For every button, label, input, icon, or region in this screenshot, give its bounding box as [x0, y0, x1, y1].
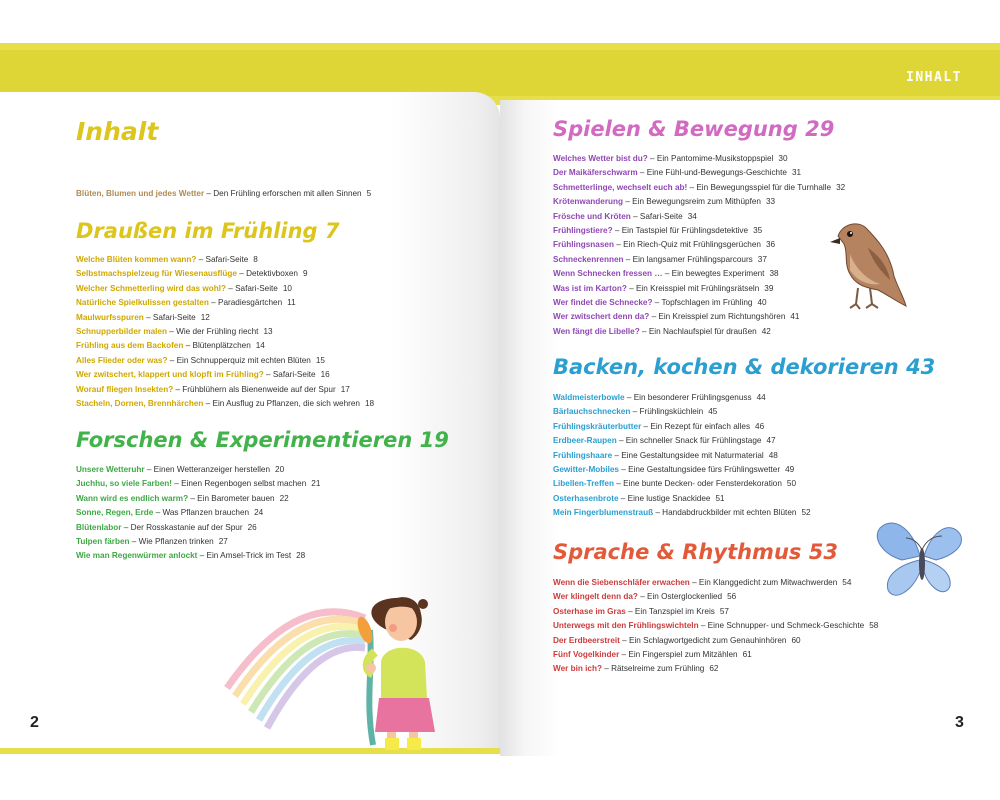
header-label: INHALT	[906, 70, 962, 85]
toc-entry[interactable]	[76, 296, 374, 310]
toc-list-backen	[553, 391, 811, 521]
rainbow-spray	[227, 612, 365, 728]
toc-entry[interactable]	[553, 619, 878, 633]
entry-page: 12	[200, 312, 210, 322]
entry-title: Maulwurfsspuren	[76, 312, 144, 322]
entry-title: Wenn die Siebenschläfer erwachen	[553, 578, 690, 587]
entry-title: Unterwegs mit den Frühlingswichteln	[553, 621, 699, 631]
entry-page: 32	[836, 182, 846, 192]
entry-description: – Ein Kreisspiel mit Frühlingsrätseln	[626, 283, 760, 293]
entry-title: Juchhu, so viele Farben!	[76, 479, 172, 489]
entry-page: 34	[687, 211, 697, 221]
entry-page: 44	[756, 393, 766, 402]
girl-shirt	[381, 648, 427, 698]
page-number-right: 3	[955, 714, 964, 731]
entry-page: 8	[253, 255, 258, 264]
entry-page: 21	[311, 479, 321, 489]
toc-list-sprache	[553, 576, 878, 677]
entry-page: 20	[275, 465, 285, 474]
entry-description: – Den Frühling erforschen mit allen Sinnen	[204, 189, 362, 198]
entry-title: Waldmeisterbowle	[553, 393, 625, 402]
entry-title: Schmetterlinge, wechselt euch ab!	[553, 182, 688, 192]
entry-description: – Ein Klanggedicht zum Mitwachwerden	[689, 578, 838, 587]
entry-title: Was ist im Karton?	[553, 283, 627, 293]
entry-description: – Ein langsamer Frühlingsparcours	[623, 254, 753, 264]
toc-entry[interactable]	[76, 492, 320, 506]
entry-description: – Blütenplätzchen	[183, 341, 251, 351]
entry-description: – Rätselreime zum Frühling	[601, 664, 705, 674]
entry-description: – Detektivboxen	[237, 269, 298, 279]
entry-title: Bärlauchschnecken	[553, 407, 631, 417]
toc-entry[interactable]	[76, 325, 374, 339]
entry-description: – Ein Nachlaufspiel für draußen	[639, 326, 757, 336]
toc-entry[interactable]	[76, 253, 374, 267]
entry-page: 57	[719, 606, 729, 616]
entry-page: 22	[279, 493, 289, 503]
toc-entry[interactable]	[76, 354, 374, 368]
toc-entry[interactable]	[76, 521, 320, 535]
toc-entry[interactable]	[553, 648, 878, 662]
entry-page: 54	[842, 578, 852, 587]
entry-description: – Safari-Seite	[630, 211, 683, 221]
entry-description: – Ein bewegtes Experiment	[662, 269, 765, 279]
entry-description: – Ein Ausflug zu Pflanzen, die sich wehren	[203, 398, 360, 408]
toc-entry[interactable]	[553, 605, 878, 619]
entry-page: 40	[757, 297, 767, 307]
entry-title: Wer findet die Schnecke?	[553, 297, 653, 307]
entry-description: – Frühblühern als Bienenweide auf der Spur	[173, 384, 336, 394]
entry-page: 11	[287, 298, 296, 308]
entry-title: Natürliche Spielkulissen gestalten	[76, 298, 209, 308]
entry-title: Der Erdbeerstreit	[553, 635, 620, 645]
entry-description: – Safari-Seite	[263, 370, 316, 380]
entry-description: – Ein Riech-Quiz mit Frühlingsgerüchen	[613, 240, 761, 250]
entry-title: Blüten, Blumen und jedes Wetter	[76, 189, 205, 198]
toc-entry[interactable]	[76, 549, 320, 563]
entry-title: Der Maikäferschwarm	[553, 168, 638, 178]
entry-description: – Safari-Seite	[225, 283, 278, 293]
entry-description: – Ein Amsel-Trick im Test	[197, 551, 292, 561]
entry-page: 14	[255, 341, 265, 351]
entry-title: Wer zwitschert denn da?	[553, 312, 650, 322]
entry-title: Wen fängt die Libelle?	[553, 326, 640, 336]
entry-page: 62	[709, 664, 719, 674]
entry-title: Frühlingskräuterbutter	[553, 421, 642, 431]
toc-entry[interactable]	[76, 267, 374, 281]
entry-description: – Ein Bewegungsspiel für die Turnhalle	[687, 182, 832, 192]
toc-entry[interactable]	[553, 296, 845, 310]
entry-page: 45	[708, 407, 718, 417]
entry-description: – Einen Wetteranzeiger herstellen	[144, 465, 271, 474]
toc-list-spielen	[553, 152, 845, 339]
entry-description: – Einen Regenbogen selbst machen	[172, 479, 307, 489]
entry-title: Osterhasenbrote	[553, 493, 619, 503]
entry-page: 16	[320, 370, 330, 380]
section-title-backen: Backen, kochen & dekorieren 43	[553, 355, 936, 379]
entry-title: Wann wird es endlich warm?	[76, 493, 189, 503]
entry-title: Sonne, Regen, Erde	[76, 508, 154, 518]
entry-title: Fünf Vogelkinder	[553, 649, 620, 659]
toc-entry[interactable]	[76, 187, 371, 201]
toc-entry[interactable]	[76, 282, 374, 296]
garden-hose	[369, 630, 373, 745]
entry-page: 31	[791, 168, 802, 178]
entry-title: Welches Wetter bist du?	[553, 154, 648, 163]
entry-description: – Ein Tanzspiel im Kreis	[625, 606, 715, 616]
entry-page: 5	[366, 189, 372, 198]
entry-title: Frühling aus dem Backofen	[76, 341, 184, 351]
entry-title: Krötenwanderung	[553, 197, 624, 207]
toc-entry[interactable]	[76, 311, 374, 325]
entry-page: 41	[790, 312, 800, 322]
entry-title: Worauf fliegen Insekten?	[76, 384, 174, 394]
entry-title: Blütenlabor	[76, 522, 122, 532]
entry-description: – Eine bunte Decken- oder Fensterdekoration	[613, 479, 782, 489]
bird-illustration	[828, 214, 908, 314]
entry-title: Frühlingsnasen	[553, 240, 614, 250]
toc-entry[interactable]	[76, 506, 320, 520]
toc-entry[interactable]	[76, 339, 374, 353]
toc-entry[interactable]	[76, 477, 320, 491]
entry-page: 50	[786, 479, 797, 489]
entry-description: – Ein Pantomime-Musikstoppspiel	[647, 154, 774, 163]
entry-page: 56	[727, 592, 737, 602]
entry-description: – Ein Rezept für einfach alles	[641, 421, 751, 431]
entry-page: 39	[764, 283, 774, 293]
entry-page: 9	[303, 269, 308, 279]
toc-entry[interactable]	[553, 152, 845, 166]
entry-description: – Ein Schlagwortgedicht zum Genauhinhören	[619, 635, 787, 645]
entry-page: 10	[282, 283, 292, 293]
toc-list-forschen	[76, 463, 320, 564]
entry-title: Gewitter-Mobiles	[553, 464, 619, 474]
entry-page: 24	[254, 508, 264, 518]
entry-title: Unsere Wetteruhr	[76, 465, 145, 474]
entry-description: – Ein Bewegungsreim zum Mithüpfen	[623, 197, 761, 207]
section-title-sprache: Sprache & Rhythmus 53	[553, 540, 838, 564]
toc-entry[interactable]	[553, 166, 845, 180]
entry-description: – Eine Fühl-und-Bewegungs-Geschichte	[637, 168, 787, 178]
toc-entry[interactable]	[553, 477, 811, 491]
toc-entry[interactable]	[553, 590, 878, 604]
entry-description: – Frühlingsküchlein	[630, 407, 704, 417]
entry-description: – Ein Tastspiel für Frühlingsdetektive	[612, 225, 749, 235]
entry-page: 46	[755, 421, 765, 431]
entry-description: – Paradiesgärtchen	[208, 298, 283, 308]
entry-page: 17	[340, 384, 350, 394]
entry-page: 61	[742, 649, 752, 659]
toc-entry[interactable]	[553, 634, 878, 648]
entry-description: – Wie Pflanzen trinken	[129, 536, 214, 546]
entry-page: 28	[296, 551, 306, 561]
entry-page: 58	[869, 621, 879, 631]
entry-description: – Topfschlagen im Frühling	[652, 297, 753, 307]
page-title: Inhalt	[76, 117, 159, 146]
girl-face	[385, 603, 417, 641]
entry-title: Frösche und Kröten	[553, 211, 631, 221]
entry-title: Selbstmachspielzeug für Wiesenausflüge	[76, 269, 237, 279]
toc-entry[interactable]	[553, 253, 845, 267]
toc-entry[interactable]	[553, 662, 878, 676]
entry-page: 49	[785, 464, 795, 474]
entry-description: – Eine lustige Snackidee	[618, 493, 711, 503]
entry-page: 30	[778, 154, 788, 163]
toc-entry[interactable]	[553, 405, 811, 419]
entry-description: – Wie der Frühling riecht	[167, 326, 259, 336]
toc-entry[interactable]	[553, 238, 845, 252]
entry-description: – Safari-Seite	[196, 255, 249, 264]
girl-skirt	[375, 698, 435, 732]
entry-title: Frühlingstiere?	[553, 225, 613, 235]
entry-title: Schnupperbilder malen	[76, 326, 167, 336]
entry-page: 18	[364, 398, 375, 408]
entry-page: 27	[218, 536, 228, 546]
entry-title: Stacheln, Dornen, Brennhärchen	[76, 398, 204, 408]
entry-title: Wie man Regenwürmer anlockt	[76, 551, 198, 561]
toc-entry[interactable]	[553, 449, 811, 463]
entry-title: Wer bin ich?	[553, 664, 602, 674]
entry-title: Erdbeer-Raupen	[553, 436, 617, 446]
entry-page: 47	[766, 436, 776, 446]
toc-entry[interactable]	[553, 310, 845, 324]
toc-entry[interactable]	[553, 420, 811, 434]
entry-page: 15	[315, 355, 325, 365]
toc-entry[interactable]	[76, 383, 374, 397]
entry-description: – Handabdruckbilder mit echten Blüten	[653, 508, 797, 518]
entry-page: 36	[765, 240, 776, 250]
entry-page: 42	[761, 326, 771, 336]
entry-description: – Ein besonderer Frühlingsgenuss	[624, 393, 752, 402]
toc-entry[interactable]	[553, 195, 845, 209]
entry-title: Schneckenrennen	[553, 254, 624, 264]
entry-page: 37	[757, 254, 767, 264]
top-color-band-stripe	[0, 50, 1000, 96]
entry-title: Libellen-Treffen	[553, 479, 614, 489]
toc-entry[interactable]	[553, 492, 811, 506]
entry-description: – Ein Barometer bauen	[188, 493, 275, 503]
entry-page: 60	[791, 635, 801, 645]
entry-description: – Eine Gestaltungsidee fürs Frühlingswetter	[618, 464, 781, 474]
toc-entry[interactable]	[553, 434, 811, 448]
rainbow-girl-illustration	[215, 570, 445, 750]
section-title-forschen: Forschen & Experimentieren 19	[76, 428, 449, 452]
toc-entry[interactable]	[553, 181, 845, 195]
toc-entry[interactable]	[553, 282, 845, 296]
intro-entry	[76, 187, 371, 201]
toc-entry[interactable]	[553, 267, 845, 281]
toc-entry[interactable]	[553, 576, 878, 590]
toc-entry[interactable]	[553, 463, 811, 477]
entry-title: Wenn Schnecken fressen …	[553, 269, 663, 279]
page-number-left: 2	[30, 714, 39, 731]
entry-page: 38	[769, 269, 779, 279]
entry-description: – Eine Schnupper- und Schmeck-Geschichte	[698, 621, 865, 631]
butterfly-illustration	[872, 516, 972, 606]
toc-entry[interactable]	[76, 535, 320, 549]
toc-entry[interactable]	[553, 224, 845, 238]
entry-description: – Was Pflanzen brauchen	[153, 508, 250, 518]
entry-page: 52	[801, 508, 811, 518]
entry-title: Alles Flieder oder was?	[76, 355, 168, 365]
toc-entry[interactable]	[553, 506, 811, 520]
entry-description: – Der Rosskastanie auf der Spur	[121, 522, 243, 532]
toc-entry[interactable]	[76, 463, 320, 477]
entry-title: Welche Blüten kommen wann?	[76, 255, 197, 264]
toc-entry[interactable]	[553, 391, 811, 405]
section-title-spielen: Spielen & Bewegung 29	[553, 117, 835, 141]
entry-description: – Ein Schnupperquiz mit echten Blüten	[167, 355, 311, 365]
entry-title: Mein Fingerblumenstrauß	[553, 508, 654, 518]
entry-description: – Ein schneller Snack für Frühlingstage	[616, 436, 762, 446]
entry-page: 33	[765, 197, 776, 207]
entry-title: Frühlingshaare	[553, 450, 613, 460]
entry-page: 48	[768, 450, 778, 460]
toc-entry[interactable]	[76, 368, 374, 382]
entry-title: Wer klingelt denn da?	[553, 592, 638, 602]
entry-page: 51	[715, 493, 725, 503]
entry-description: – Ein Osterglockenlied	[637, 592, 723, 602]
entry-description: – Safari-Seite	[143, 312, 196, 322]
entry-description: – Ein Fingerspiel zum Mitzählen	[619, 649, 738, 659]
entry-title: Welcher Schmetterling wird das wohl?	[76, 283, 226, 293]
entry-page: 26	[247, 522, 257, 532]
entry-description: – Eine Gestaltungsidee mit Naturmaterial	[612, 450, 764, 460]
entry-title: Osterhase im Gras	[553, 606, 626, 616]
entry-page: 35	[753, 225, 763, 235]
entry-title: Wer zwitschert, klappert und klopft im Frühling?	[76, 370, 264, 380]
toc-entry[interactable]	[553, 325, 845, 339]
toc-entry[interactable]	[76, 397, 374, 411]
entry-page: 13	[263, 326, 273, 336]
entry-title: Tulpen färben	[76, 536, 130, 546]
toc-list-draussen	[76, 253, 374, 411]
entry-description: – Ein Kreisspiel zum Richtungshören	[649, 312, 786, 322]
toc-entry[interactable]	[553, 210, 845, 224]
section-title-draussen: Draußen im Frühling 7	[76, 219, 340, 243]
